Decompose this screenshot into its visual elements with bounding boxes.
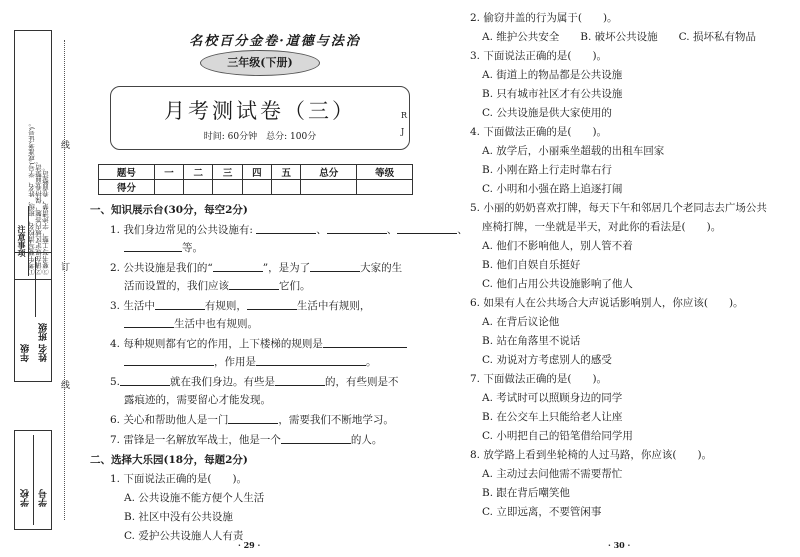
answer-blank[interactable] [228,413,278,424]
grade-name-box [14,312,52,382]
answer-blank[interactable] [155,299,205,310]
answer-blank[interactable] [247,299,297,310]
q2-text: ”，是为了 [262,262,311,274]
mc-option[interactable]: A. 主动过去问他需不需要帮忙 [482,468,623,480]
number-label: 学号 [39,489,49,507]
mc-option[interactable]: C. 公共设施是供大家使用的 [482,107,612,119]
mc-option[interactable]: A. 在背后议论他 [482,316,560,328]
mc-option[interactable]: A. 公共设施不能方便个人生活 [124,492,265,504]
score-cell: 题号 [99,165,155,180]
q5-text: 的，有些则是不 [325,376,399,388]
question-3 [110,298,370,313]
question-3-cont [124,316,258,331]
score-cell: 等级 [357,165,413,180]
mc-option[interactable]: B. 他们自娱自乐挺好 [482,259,581,271]
q3-text: 有规则， [204,300,247,312]
q7-text: 7. 雷锋是一名解放军战士，他是一个 [110,434,281,446]
title-box [110,86,410,150]
q3-text: 生活中也有规则。 [174,318,258,330]
question-5-cont: 露痕迹的，需要留心才能发现。 [124,394,271,406]
q5-text: 就在我们身边。有些是 [170,376,276,388]
grade-label: 年级 [21,344,31,362]
mc-option[interactable]: C. 爱护公共设施人人有责 [124,530,244,542]
q4-text: 。 [366,356,377,368]
q2-text: 它们。 [279,280,311,292]
mc-option[interactable]: B. 在公交车上只能给老人让座 [482,411,623,423]
mc-option[interactable]: C. 小明把自己的铅笔借给同学用 [482,430,633,442]
mc-option[interactable]: B. 站在角落里不说话 [482,335,581,347]
score-input[interactable] [272,180,301,195]
question-1-cont [124,240,203,255]
school-label: 学校 [21,489,31,507]
binding-strip [6,30,58,530]
answer-blank[interactable] [213,261,263,272]
page-number-left: · 29 · [238,540,261,550]
class-write-line[interactable] [35,257,36,317]
school-write-line[interactable] [33,435,34,525]
notice-title: 注意事项 [17,206,29,276]
notice-box [14,30,52,280]
answer-blank[interactable] [256,223,316,234]
edition-j: J [401,127,405,136]
mc-option[interactable]: B. 小刚在路上行走时靠右行 [482,164,612,176]
mc-question-6: 6. 如果有人在公共场合大声说话影响别人，你应该( )。 [470,297,744,309]
question-7 [110,432,382,447]
q4-text: ，作用是 [214,356,256,368]
mc-option[interactable]: B. 跟在背后嘲笑他 [482,487,570,499]
q2-text: 2. 公共设施是我们的“ [110,262,213,274]
score-input[interactable] [242,180,271,195]
q1-text: 1. 我们身边常见的公共设施有: [110,224,253,236]
mc-question-1: 1. 下面说法正确的是( )。 [110,473,248,485]
score-cell: 五 [272,165,301,180]
mc-option[interactable]: C. 小明和小强在路上追逐打闹 [482,183,623,195]
answer-blank[interactable] [310,261,360,272]
q6-text: ，需要我们不断地学习。 [278,414,394,426]
score-cell: 四 [242,165,271,180]
notice-line: ②请在规定区域内答题，保持卷面整洁。 [35,158,43,275]
mc-option[interactable]: B. 社区中没有公共设施 [124,511,233,523]
xian-mark-bottom: 线 [59,380,69,389]
answer-blank[interactable] [275,375,325,386]
mc-option[interactable]: A. 考试时可以照顾身边的同学 [482,392,623,404]
answer-blank[interactable] [120,375,170,386]
question-4-cont [124,354,377,369]
mc-question-4: 4. 下面做法正确的是( )。 [470,126,608,138]
mc-question-7: 7. 下面做法正确的是( )。 [470,373,608,385]
q7-text: 的人。 [350,434,383,446]
exam-meta: 时间: 60分钟 总分: 100分 [203,132,317,142]
mc-question-5: 5. 小丽的奶奶喜欢打牌，每天下午和邻居几个老同志去广场公共 [470,202,767,214]
notice-line: ①考生要写清校名、班级、姓名、学号(或准考证号)。 [28,120,36,275]
score-header-row [99,165,413,180]
q2-text: 活而设置的，我们应该 [124,280,229,292]
mc-options-row[interactable]: A. 维护公共安全 B. 破坏公共设施 C. 损坏私有物品 [482,31,756,43]
mc-question-8: 8. 放学路上看到坐轮椅的人过马路，你应该( )。 [470,449,713,461]
brand-title: 名校百分金卷·道德与法治 [189,34,361,49]
score-cell: 一 [154,165,183,180]
score-input[interactable] [154,180,183,195]
mc-option[interactable]: C. 立即远离，不要管闲事 [482,506,602,518]
mc-option[interactable]: C. 劝说对方考虑别人的感受 [482,354,612,366]
score-input[interactable] [213,180,242,195]
mc-option[interactable]: C. 他们占用公共设施影响了他人 [482,278,633,290]
left-page [90,30,468,542]
score-cell: 二 [184,165,213,180]
q2-text: 大家的生 [360,262,403,274]
mc-option[interactable]: B. 只有城市社区才有公共设施 [482,88,623,100]
question-2-cont [124,278,311,293]
section1-title: 一、知识展示台(30分，每空2分) [90,204,248,216]
mc-question-5-cont: 座椅打牌，一坐就是半天，对此你的看法是( )。 [482,221,722,233]
q4-text: 4. 每种规则都有它的作用，上下楼梯的规则是 [110,338,323,350]
fold-line [64,40,65,520]
school-info-box [14,430,52,530]
score-input[interactable] [357,180,413,195]
notice-line: ③要书写工整，字迹清楚，卷面整洁。 [42,164,50,275]
score-cell: 三 [213,165,242,180]
answer-blank[interactable] [323,337,407,348]
question-2 [110,260,402,275]
ding-mark: 订 [59,262,69,271]
mc-option[interactable]: A. 他们不影响他人，别人管不着 [482,240,633,252]
answer-blank[interactable] [327,223,387,234]
question-1: 1. 我们身边常见的公共设施有: 、 、 、 [110,224,468,236]
score-cell: 总分 [301,165,357,180]
q3-text: 生活中有规则， [296,300,371,312]
question-6 [110,412,394,427]
mc-option[interactable]: A. 街道上的物品都是公共设施 [482,69,623,81]
q1-end: 等。 [182,242,203,254]
name-label: 姓名 [39,344,49,362]
grade-badge: 三年级(下册) [200,50,320,76]
right-page [440,0,800,557]
q3-text: 3. 生活中 [110,300,155,312]
question-5 [110,374,399,389]
edition-r: R [401,111,408,120]
score-input[interactable] [184,180,213,195]
answer-blank[interactable] [256,355,366,366]
answer-blank[interactable] [281,433,351,444]
q6-text: 6. 关心和帮助他人是一门 [110,414,229,426]
answer-blank[interactable] [124,241,182,252]
page-number-right: · 30 · [608,540,631,550]
mc-option[interactable]: A. 放学后，小丽乘坐超载的出租车回家 [482,145,665,157]
q5-text: 5. [110,376,121,388]
score-value-row [99,180,413,195]
answer-blank[interactable] [124,317,174,328]
score-label: 得分 [99,180,155,195]
score-table [98,164,413,195]
xian-mark-top: 线 [59,140,69,149]
mc-question-3: 3. 下面说法正确的是( )。 [470,50,608,62]
mc-question-2: 2. 偷窃井盖的行为属于( )。 [470,12,618,24]
question-4 [110,336,407,351]
answer-blank[interactable] [124,355,214,366]
score-input[interactable] [301,180,357,195]
notice-lines [29,35,51,275]
section2-title: 二、选择大乐园(18分，每题2分) [90,454,248,466]
class-label: 班级 [39,323,49,341]
answer-blank[interactable] [229,279,279,290]
exam-title: 月考测试卷（三） [164,99,356,123]
